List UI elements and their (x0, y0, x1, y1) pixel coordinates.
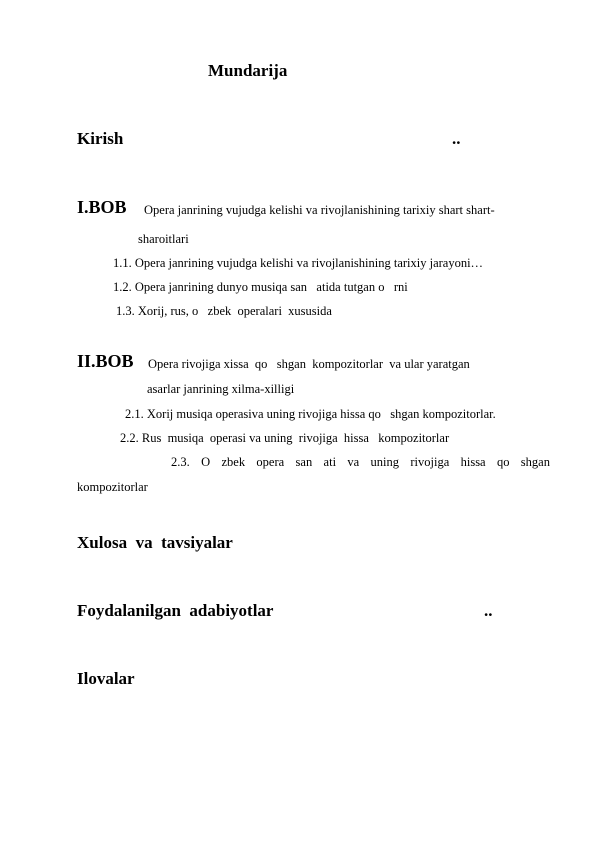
toc-item-2-3-word: qo (496, 455, 510, 469)
toc-conclusion-label: Xulosa va tavsiyalar (77, 533, 233, 552)
toc-item-2-3-line1 (171, 456, 550, 469)
toc-item-2-3-word: hissa (460, 455, 486, 469)
toc-item-2-3-word: uning (370, 455, 400, 469)
toc-item-2-3-word: O (201, 455, 211, 469)
toc-item-2-1: 2.1. Xorij musiqa operasiva uning rivojiga hissa qo shgan kompozitorlar. (125, 407, 496, 421)
toc-chapter2-title-line2: asarlar janrining xilma-xilligi (147, 382, 295, 396)
toc-appendix-label: Ilovalar (77, 669, 135, 688)
toc-item-2-3-word: va (347, 455, 360, 469)
toc-item-2-3-word: san (295, 455, 313, 469)
toc-intro-label: Kirish (77, 129, 124, 148)
toc-chapter1-title-line2: sharoitlari (138, 232, 189, 246)
toc-chapter2-title-line1: Opera rivojiga xissa qo shgan kompozitorlar va ular yaratgan (148, 357, 470, 371)
toc-chapter1-title-line1: Opera janrining vujudga kelishi va rivojlanishining tarixiy shart shart- (144, 203, 495, 217)
toc-references-dots: .. (484, 601, 493, 620)
page-title: Mundarija (208, 61, 288, 80)
toc-item-2-3-word: 2.3. (171, 455, 190, 469)
toc-item-2-3-word: ati (323, 455, 337, 469)
toc-chapter2-label: II.BOB (77, 351, 134, 371)
toc-item-1-3: 1.3. Xorij, rus, o zbek operalari xususida (116, 304, 332, 318)
toc-item-1-1: 1.1. Opera janrining vujudga kelishi va rivojlanishining tarixiy jarayoni… (113, 256, 484, 270)
toc-chapter1-label: I.BOB (77, 197, 127, 217)
toc-references-label: Foydalanilgan adabiyotlar (77, 601, 274, 620)
toc-item-2-3-word: rivojiga (410, 455, 450, 469)
toc-item-2-3-word: zbek (221, 455, 246, 469)
toc-item-2-3-word: shgan (520, 455, 550, 469)
toc-item-1-2: 1.2. Opera janrining dunyo musiqa san atida tutgan o rni (113, 280, 408, 294)
toc-intro-dots: .. (452, 129, 461, 148)
toc-item-2-3-word: opera (256, 455, 285, 469)
toc-item-2-2: 2.2. Rus musiqa operasi va uning rivojiga hissa kompozitorlar (120, 431, 450, 445)
toc-item-2-3-line2: kompozitorlar (77, 480, 148, 494)
